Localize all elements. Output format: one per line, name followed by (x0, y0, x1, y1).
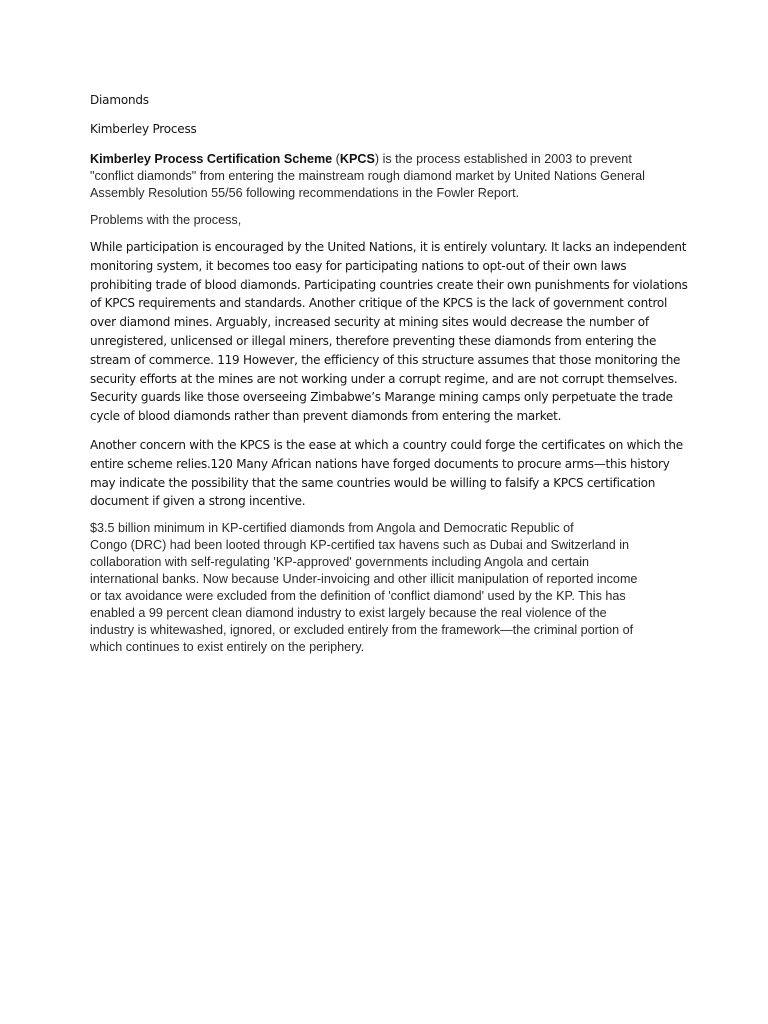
text-line: monitoring system, it becomes too easy for participating nations to opt-out of their own laws (90, 258, 627, 273)
text-line: international banks. Now because Under-invoicing and other illicit manipulation of reported income (90, 572, 638, 586)
intro-line-1-rest: ) is the process established in 2003 to prevent (374, 152, 632, 166)
intro-line-2: "conflict diamonds" from entering the mainstream rough diamond market by United Nations General (90, 169, 645, 183)
intro-line-1 (90, 151, 645, 168)
intro-paragraph (90, 151, 645, 202)
paragraph-participation (90, 238, 688, 426)
text-line: industry is whitewashed, ignored, or excluded entirely from the framework—the criminal portion of (90, 623, 634, 637)
problems-heading: Problems with the process, (90, 213, 242, 227)
text-line: may indicate the possibility that the same countries would be willing to falsify a KPCS certification (90, 475, 656, 490)
text-line: Security guards like those overseeing Zimbabwe’s Marange mining camps only perpetuate the trade (90, 390, 673, 405)
text-line: stream of commerce. 119 However, the efficiency of this structure assumes that those monitoring the (90, 352, 681, 367)
text-line: which continues to exist entirely on the periphery. (90, 640, 365, 654)
text-line: Congo (DRC) had been looted through KP-certified tax havens such as Dubai and Switzerland in (90, 538, 630, 552)
intro-paren-open: ( (332, 152, 340, 166)
text-line: over diamond mines. Arguably, increased security at mining sites would decrease the number of (90, 315, 649, 330)
text-line: unregistered, unlicensed or illegal miners, therefore preventing these diamonds from entering the (90, 333, 657, 348)
text-line: cycle of blood diamonds rather than prevent diamonds from entering the market. (90, 409, 562, 424)
intro-bold-term: Kimberley Process Certification Scheme (90, 152, 333, 166)
paragraph-forgery (90, 436, 683, 511)
heading-diamonds: Diamonds (90, 93, 149, 107)
text-line: Another concern with the KPCS is the ease at which a country could forge the certificates on which the (90, 438, 683, 452)
heading-kimberley-process: Kimberley Process (90, 122, 197, 136)
text-line: prohibiting trade of blood diamonds. Participating countries create their own punishments for violations (90, 277, 688, 292)
text-line: collaboration with self-regulating 'KP-approved' governments including Angola and certain (90, 555, 590, 569)
text-line: $3.5 billion minimum in KP-certified diamonds from Angola and Democratic Republic of (90, 521, 574, 535)
text-line: of KPCS requirements and standards. Another critique of the KPCS is the lack of government control (90, 296, 668, 311)
text-line: entire scheme relies.120 Many African nations have forged documents to procure arms—this history (90, 456, 670, 471)
intro-line-3: Assembly Resolution 55/56 following recommendations in the Fowler Report. (90, 186, 520, 200)
paragraph-looted-diamonds (90, 520, 637, 656)
text-line: security efforts at the mines are not working under a corrupt regime, and are not corrupt themselves. (90, 371, 678, 386)
text-line: or tax avoidance were excluded from the definition of 'conflict diamond' used by the KP. This has (90, 589, 626, 603)
text-line: While participation is encouraged by the United Nations, it is entirely voluntary. It lacks an independent (90, 240, 687, 254)
text-line: document if given a strong incentive. (90, 494, 306, 509)
text-line: enabled a 99 percent clean diamond industry to exist largely because the real violence of the (90, 606, 607, 620)
intro-bold-abbrev: KPCS (339, 152, 375, 166)
